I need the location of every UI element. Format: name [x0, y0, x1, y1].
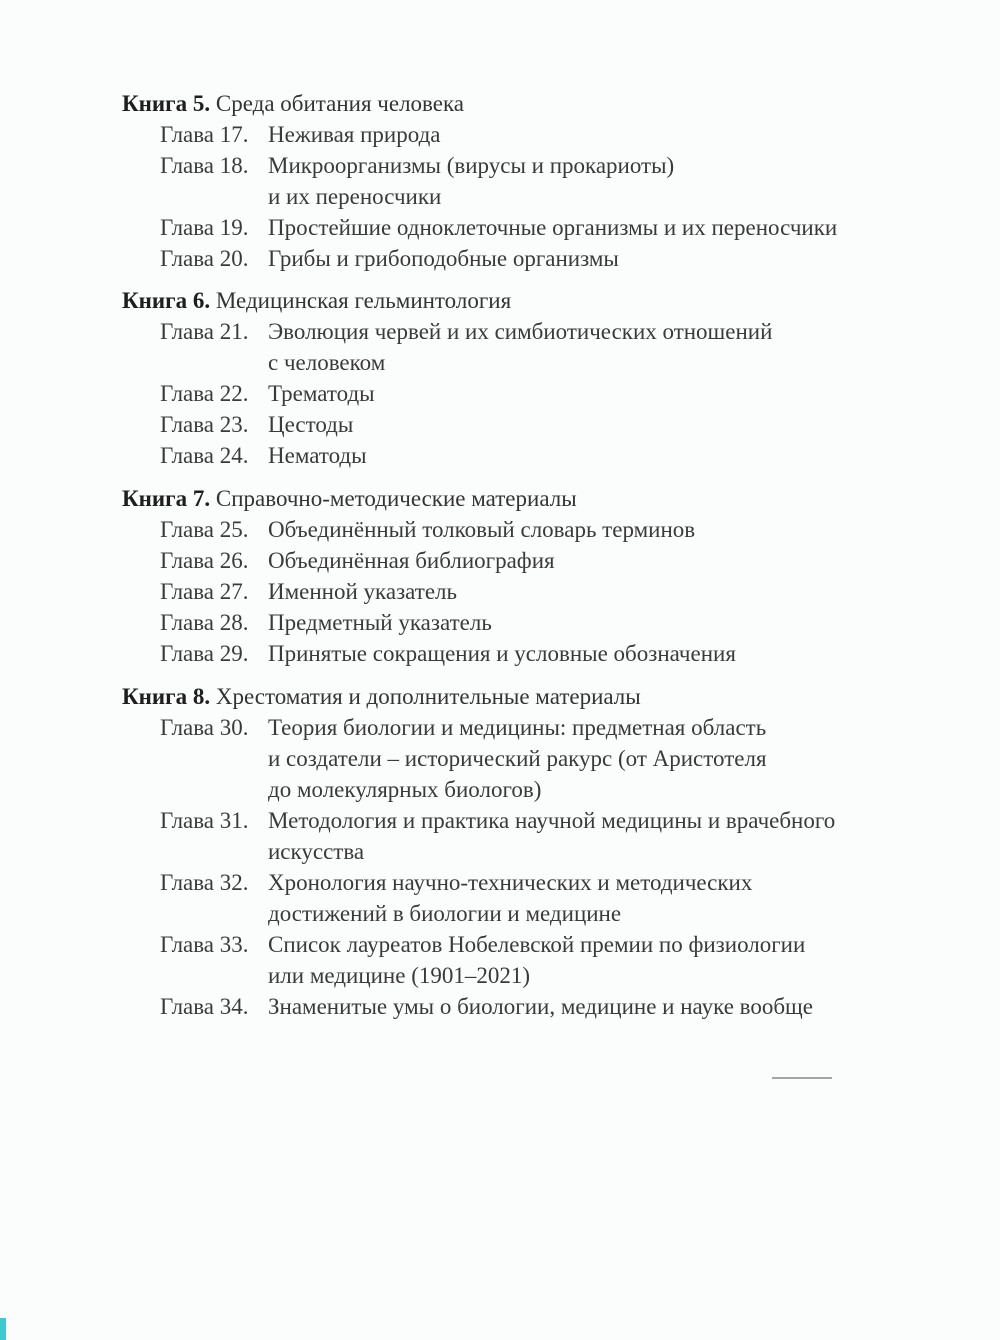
chapter-title: Предметный указатель: [268, 610, 492, 635]
chapter-entry: [160, 805, 835, 867]
chapter-entry: [160, 638, 736, 669]
chapter-title-continued: искусства: [268, 839, 365, 864]
chapter-title-continued: с человеком: [268, 350, 386, 375]
chapter-number: Глава 32.: [160, 870, 249, 895]
chapter-title-continued: достижений в биологии и медицине: [268, 901, 622, 926]
chapter-entry: [160, 514, 695, 545]
book-heading: [122, 285, 511, 316]
chapter-title: Объединённая библиография: [268, 548, 555, 573]
chapter-title: Эволюция червей и их симбиотических отношений: [268, 319, 773, 344]
chapter-number: Глава 25.: [160, 517, 249, 542]
chapter-number: Глава 19.: [160, 215, 249, 240]
book-number: Книга 6.: [122, 288, 211, 313]
chapter-title: Микроорганизмы (вирусы и прокариоты): [268, 153, 675, 178]
book-title: Хрестоматия и дополнительные материалы: [215, 684, 641, 709]
chapter-title: Методология и практика научной медицины и врачебного: [268, 808, 836, 833]
chapter-title: Принятые сокращения и условные обозначения: [268, 641, 736, 666]
chapter-title: Теория биологии и медицины: предметная область: [268, 715, 767, 740]
chapter-number: Глава 24.: [160, 443, 249, 468]
chapter-entry: [160, 243, 619, 274]
chapter-title: Грибы и грибоподобные организмы: [268, 246, 619, 271]
chapter-number: Глава 34.: [160, 994, 249, 1019]
chapter-entry: [160, 150, 674, 212]
book-title: Медицинская гельминтология: [215, 288, 512, 313]
chapter-number: Глава 22.: [160, 381, 249, 406]
chapter-title-continued: и их переносчики: [268, 184, 442, 209]
chapter-entry: [160, 316, 772, 378]
chapter-number: Глава 18.: [160, 153, 249, 178]
chapter-title-continued: до молекулярных биологов): [268, 777, 542, 802]
chapter-number: Глава 17.: [160, 122, 249, 147]
page-edge-accent: [0, 1318, 6, 1340]
chapter-title: Знаменитые умы о биологии, медицине и науке вообще: [268, 994, 813, 1019]
chapter-entry: [160, 867, 752, 929]
chapter-title: Именной указатель: [268, 579, 458, 604]
book-heading: [122, 88, 464, 119]
chapter-number: Глава 20.: [160, 246, 249, 271]
book-number: Книга 5.: [122, 91, 211, 116]
chapter-number: Глава 28.: [160, 610, 249, 635]
chapter-title: Неживая природа: [268, 122, 441, 147]
chapter-entry: [160, 409, 353, 440]
book-title: Справочно-методические материалы: [215, 486, 577, 511]
book-title: Среда обитания человека: [215, 91, 465, 116]
chapter-entry: [160, 378, 375, 409]
chapter-title-continued: и создатели – исторический ракурс (от Аристотеля: [268, 746, 767, 771]
chapter-entry: [160, 212, 837, 243]
chapter-number: Глава 31.: [160, 808, 249, 833]
chapter-entry: [160, 712, 767, 805]
chapter-number: Глава 27.: [160, 579, 249, 604]
chapter-title: Нематоды: [268, 443, 367, 468]
chapter-entry: [160, 440, 367, 471]
chapter-entry: [160, 545, 555, 576]
chapter-number: Глава 23.: [160, 412, 249, 437]
book-number: Книга 7.: [122, 486, 211, 511]
chapter-entry: [160, 119, 440, 150]
chapter-title: Простейшие одноклеточные организмы и их переносчики: [268, 215, 838, 240]
chapter-entry: [160, 576, 457, 607]
chapter-number: Глава 30.: [160, 715, 249, 740]
chapter-title: Объединённый толковый словарь терминов: [268, 517, 696, 542]
chapter-entry: [160, 607, 492, 638]
chapter-title-continued: или медицине (1901–2021): [268, 963, 531, 988]
chapter-entry: [160, 991, 813, 1022]
chapter-number: Глава 26.: [160, 548, 249, 573]
chapter-title: Хронология научно-технических и методических: [268, 870, 753, 895]
chapter-title: Список лауреатов Нобелевской премии по физиологии: [268, 932, 806, 957]
chapter-number: Глава 33.: [160, 932, 249, 957]
book-number: Книга 8.: [122, 684, 211, 709]
chapter-number: Глава 21.: [160, 319, 249, 344]
book-heading: [122, 681, 641, 712]
chapter-title: Трематоды: [268, 381, 375, 406]
chapter-title: Цестоды: [268, 412, 354, 437]
chapter-entry: [160, 929, 805, 991]
chapter-number: Глава 29.: [160, 641, 249, 666]
book-heading: [122, 483, 577, 514]
print-mark: [772, 1077, 832, 1079]
